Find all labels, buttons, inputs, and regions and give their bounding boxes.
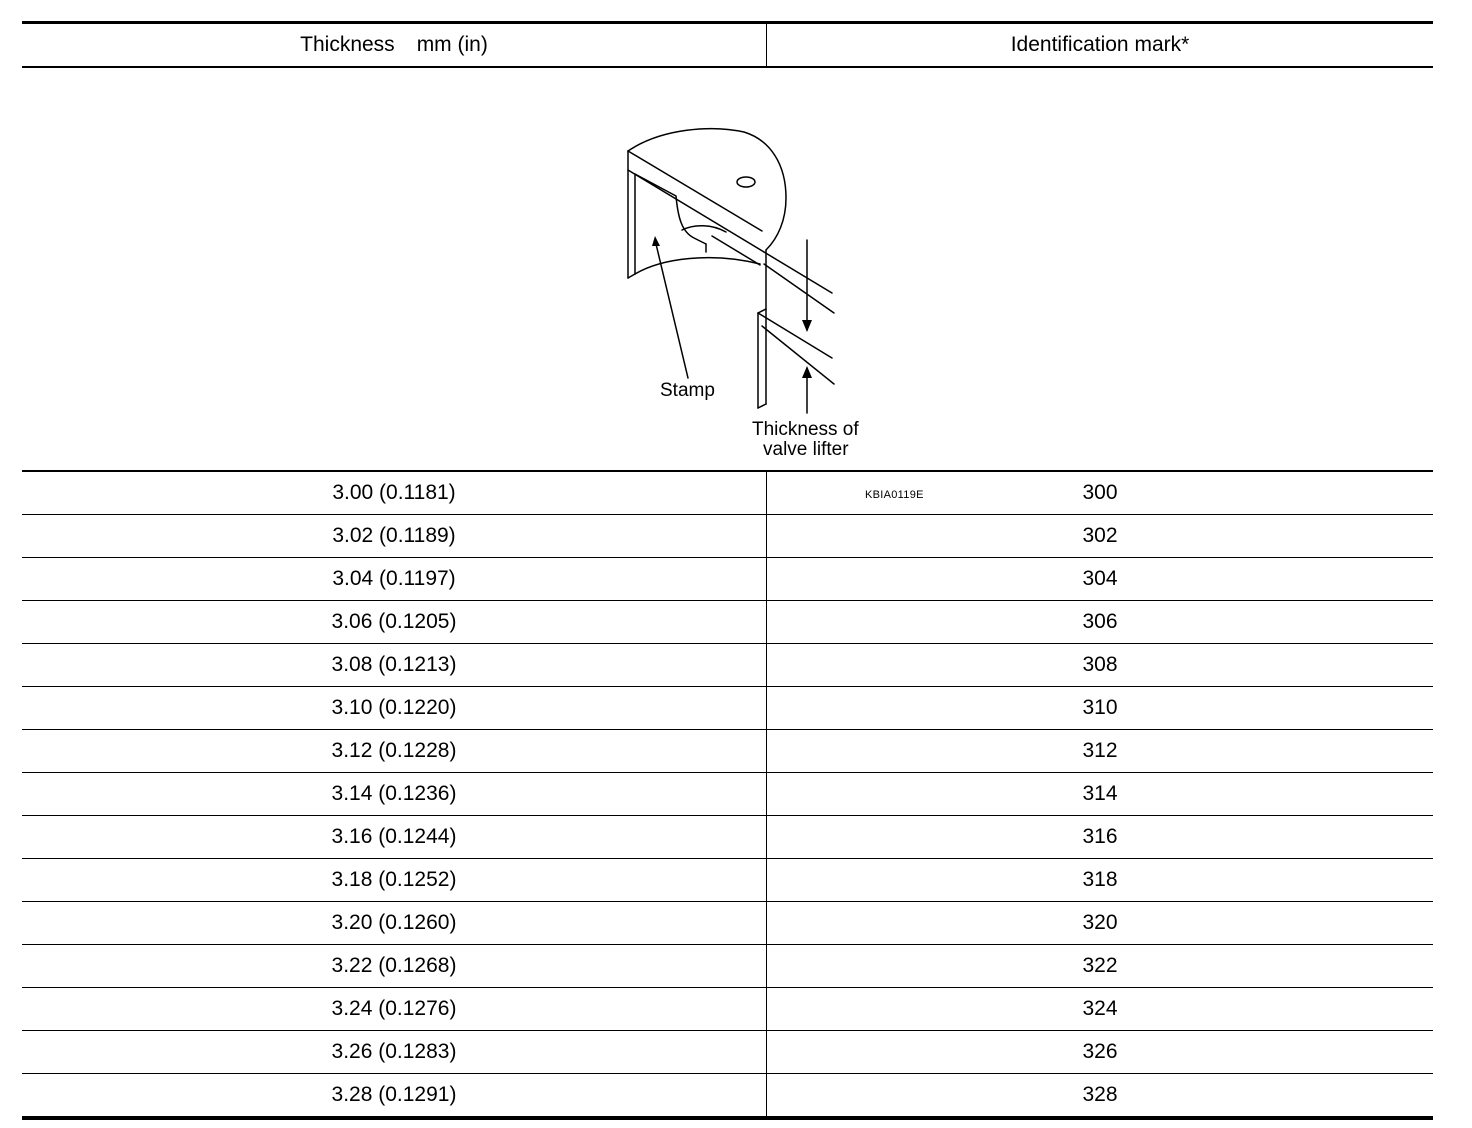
header-thickness-unit: mm (in) xyxy=(416,33,488,56)
valve-lifter-table xyxy=(22,21,1433,1120)
thickness-cell: 3.06 (0.1205) xyxy=(22,601,767,643)
table-row xyxy=(22,601,1433,644)
header-thickness-label: Thickness xyxy=(300,33,395,56)
identification-mark-cell: 308 xyxy=(1082,653,1118,676)
table-row xyxy=(22,644,1433,687)
identification-mark-cell: 304 xyxy=(1082,567,1118,590)
table-row xyxy=(22,472,1433,515)
table-row xyxy=(22,902,1433,945)
header-identification-mark: Identification mark* xyxy=(1010,33,1190,56)
thickness-label-line2: valve lifter xyxy=(763,439,849,460)
thickness-cell: 3.04 (0.1197) xyxy=(22,558,767,600)
thickness-cell: 3.16 (0.1244) xyxy=(22,816,767,858)
table-row xyxy=(22,1031,1433,1074)
table-row xyxy=(22,730,1433,773)
thickness-cell: 3.18 (0.1252) xyxy=(22,859,767,901)
identification-mark-cell: 306 xyxy=(1082,610,1118,633)
table-row xyxy=(22,859,1433,902)
thickness-cell: 3.20 (0.1260) xyxy=(22,902,767,944)
stamp-label: Stamp xyxy=(660,380,715,401)
identification-mark-cell: 318 xyxy=(1082,868,1118,891)
thickness-cell: 3.28 (0.1291) xyxy=(22,1074,767,1116)
thickness-cell: 3.14 (0.1236) xyxy=(22,773,767,815)
table-row xyxy=(22,816,1433,859)
table-row xyxy=(22,1074,1433,1120)
thickness-cell: 3.02 (0.1189) xyxy=(22,515,767,557)
table-row xyxy=(22,687,1433,730)
identification-mark-cell: 312 xyxy=(1082,739,1118,762)
identification-mark-cell: 316 xyxy=(1082,825,1118,848)
identification-mark-cell: 314 xyxy=(1082,782,1118,805)
identification-mark-cell: 326 xyxy=(1082,1040,1118,1063)
thickness-cell: 3.08 (0.1213) xyxy=(22,644,767,686)
header-thickness xyxy=(22,24,767,66)
table-row xyxy=(22,558,1433,601)
thickness-cell: 3.22 (0.1268) xyxy=(22,945,767,987)
table-row xyxy=(22,773,1433,816)
identification-mark-cell: 324 xyxy=(1082,997,1118,1020)
identification-mark-cell: 310 xyxy=(1082,696,1118,719)
table-header-row xyxy=(22,21,1433,68)
table-row xyxy=(22,515,1433,558)
thickness-cell: 3.26 (0.1283) xyxy=(22,1031,767,1073)
thickness-cell: 3.10 (0.1220) xyxy=(22,687,767,729)
table-row xyxy=(22,988,1433,1031)
thickness-cell: 3.24 (0.1276) xyxy=(22,988,767,1030)
thickness-label-line1: Thickness of xyxy=(752,419,859,440)
identification-mark-cell: 302 xyxy=(1082,524,1118,547)
identification-mark-cell: 300 xyxy=(1082,481,1118,504)
table-row xyxy=(22,945,1433,988)
identification-mark-cell: 320 xyxy=(1082,911,1118,934)
thickness-cell: 3.00 (0.1181) xyxy=(22,472,767,514)
identification-mark-cell: 328 xyxy=(1082,1083,1118,1106)
figure-code: KBIA0119E xyxy=(865,489,924,501)
valve-lifter-illustration xyxy=(22,68,1433,470)
identification-mark-cell: 322 xyxy=(1082,954,1118,977)
table-body xyxy=(22,472,1433,1120)
thickness-cell: 3.12 (0.1228) xyxy=(22,730,767,772)
